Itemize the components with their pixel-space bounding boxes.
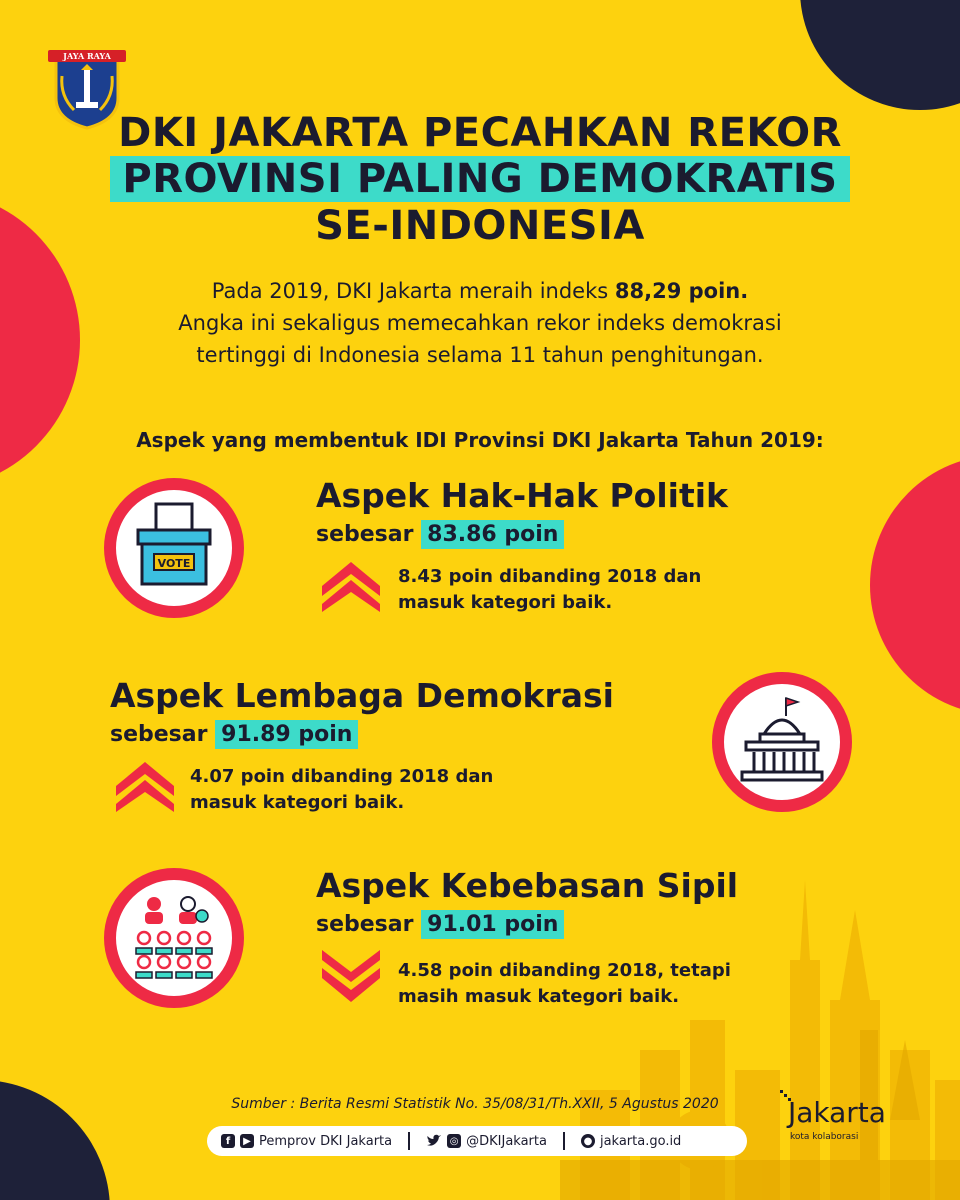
globe-icon: ● xyxy=(581,1134,595,1148)
trend-up-icon xyxy=(318,556,384,612)
aspect-3-note-line-1: 4.58 poin dibanding 2018, tetapi xyxy=(398,960,731,981)
aspect-2-note-line-1: 4.07 poin dibanding 2018 dan xyxy=(190,766,494,787)
title-line-1: DKI JAKARTA PECAHKAN REKOR xyxy=(118,110,842,156)
aspect-3-score-prefix: sebesar xyxy=(316,912,422,937)
title-line-3: SE-INDONESIA xyxy=(315,203,645,249)
title-line-2-highlight: PROVINSI PALING DEMOKRATIS xyxy=(110,156,849,202)
twitter-instagram-group[interactable] xyxy=(426,1134,547,1149)
youtube-icon: ▶ xyxy=(240,1134,254,1148)
decorative-circle-navy xyxy=(800,0,960,110)
trend-down-icon xyxy=(318,950,384,1006)
aspect-3-note-line-2: masih masuk kategori baik. xyxy=(398,986,680,1007)
vote-label: VOTE xyxy=(157,557,191,570)
aspect-3-title: Aspek Kebebasan Sipil xyxy=(316,866,739,905)
intro-line-1 xyxy=(0,276,960,306)
aspect-1-score-prefix: sebesar xyxy=(316,522,422,547)
decorative-circle-red-right xyxy=(870,455,960,715)
aspect-1-note-line-1: 8.43 poin dibanding 2018 dan xyxy=(398,566,702,587)
footer-divider xyxy=(408,1132,410,1150)
aspect-3-note xyxy=(398,958,731,1010)
website-url: jakarta.go.id xyxy=(599,1133,682,1149)
aspect-2-note xyxy=(190,764,493,816)
intro-line-3: tertinggi di Indonesia selama 11 tahun penghitungan. xyxy=(196,343,764,367)
ballot-box-icon xyxy=(104,478,244,618)
aspects-heading: Aspek yang membentuk IDI Provinsi DKI Jakarta Tahun 2019: xyxy=(136,428,824,452)
source-citation: Sumber : Berita Resmi Statistik No. 35/08/31/Th.XXII, 5 Agustus 2020 xyxy=(231,1096,719,1112)
brand-tagline: kota kolaborasi xyxy=(790,1132,859,1142)
aspect-2-title: Aspek Lembaga Demokrasi xyxy=(110,676,614,715)
facebook-youtube-group[interactable] xyxy=(221,1134,392,1149)
aspect-1-title: Aspek Hak-Hak Politik xyxy=(316,476,728,515)
twitter-icon xyxy=(426,1134,442,1148)
trend-up-icon xyxy=(112,756,178,812)
aspect-3-score-value: 91.01 poin xyxy=(421,910,564,939)
facebook-youtube-handle: Pemprov DKI Jakarta xyxy=(259,1133,393,1149)
aspect-1-score-value: 83.86 poin xyxy=(421,520,564,549)
brand-name: Jakarta xyxy=(788,1096,886,1129)
intro-line-2: Angka ini sekaligus memecahkan rekor indeks demokrasi xyxy=(178,311,782,335)
aspect-3-score xyxy=(316,912,564,937)
aspect-2-score-prefix: sebesar xyxy=(110,722,216,747)
title-line-2 xyxy=(0,156,960,202)
aspect-1-note xyxy=(398,564,701,616)
social-footer-bar xyxy=(207,1126,747,1156)
aspect-2-score-value: 91.89 poin xyxy=(215,720,358,749)
facebook-icon: f xyxy=(221,1134,235,1148)
aspect-2-note-line-2: masuk kategori baik. xyxy=(190,792,405,813)
instagram-icon: ◎ xyxy=(447,1134,461,1148)
jakarta-brand-logo xyxy=(780,1090,930,1150)
website-group[interactable] xyxy=(581,1134,681,1149)
aspect-1-score xyxy=(316,522,564,547)
intro-index-value: 88,29 poin. xyxy=(614,279,749,303)
parliament-building-icon xyxy=(712,672,852,812)
people-group-icon xyxy=(104,868,244,1008)
twitter-instagram-handle: @DKIJakarta xyxy=(466,1133,547,1149)
logo-banner-text: JAYA RAYA xyxy=(63,51,111,61)
aspect-1-note-line-2: masuk kategori baik. xyxy=(398,592,613,613)
aspect-2-score xyxy=(110,722,358,747)
footer-divider xyxy=(563,1132,565,1150)
intro-line-1-text: Pada 2019, DKI Jakarta meraih indeks xyxy=(211,279,615,303)
